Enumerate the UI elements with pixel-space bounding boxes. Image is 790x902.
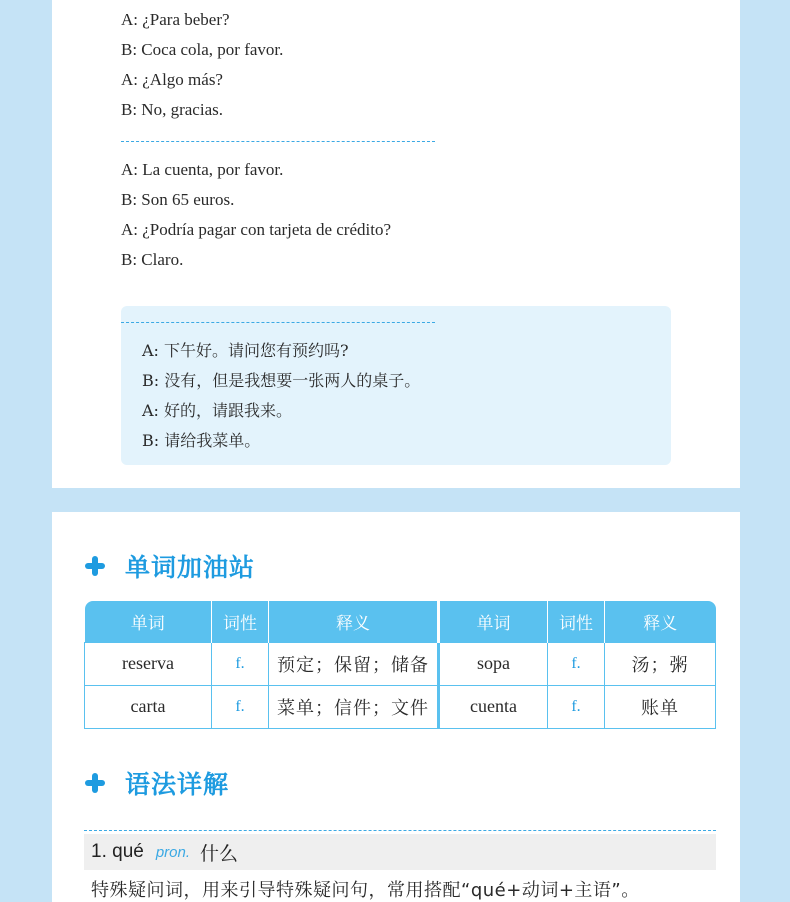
col-header-pos: 词性 (212, 601, 269, 642)
grammar-section-title: 语法详解 (125, 770, 230, 799)
translation-line: B: 请给我菜单。 (142, 431, 261, 450)
dialogue-line: B: Son 65 euros. (121, 190, 235, 209)
table-header-row (85, 601, 716, 642)
dashed-divider (121, 322, 435, 323)
vocab-meaning: 预定；保留；储备 (269, 642, 439, 685)
dialogue-line: B: No, gracias. (121, 100, 223, 119)
table-row (85, 642, 716, 685)
grammar-section-header (85, 766, 229, 800)
vocab-section-header (85, 549, 255, 583)
vocab-pos: f. (548, 642, 605, 685)
vocab-meaning: 菜单；信件；文件 (269, 685, 439, 728)
dialogue-line: A: ¿Algo más? (121, 70, 223, 89)
vocab-word: reserva (85, 642, 212, 685)
translation-line: A: 下午好。请问您有预约吗? (142, 341, 349, 360)
vocab-section-title: 单词加油站 (125, 553, 256, 582)
dashed-divider (84, 830, 716, 831)
vocab-word: sopa (439, 642, 548, 685)
translation-line: B: 没有，但是我想要一张两人的桌子。 (142, 371, 421, 390)
grammar-item-bar (84, 834, 716, 870)
dialogue-line: A: La cuenta, por favor. (121, 160, 284, 179)
col-header-word: 单词 (85, 601, 212, 642)
table-row (85, 685, 716, 728)
grammar-item-word: 1. qué (91, 841, 144, 862)
plus-icon (85, 773, 105, 793)
plus-icon (85, 556, 105, 576)
dialogue-line: B: Claro. (121, 250, 184, 269)
dialogue-line: A: ¿Podría pagar con tarjeta de crédito? (121, 220, 391, 239)
col-header-meaning: 释义 (605, 601, 716, 642)
translation-line: A: 好的，请跟我来。 (142, 401, 293, 420)
vocab-word: carta (85, 685, 212, 728)
dashed-divider (121, 141, 435, 142)
col-header-pos: 词性 (548, 601, 605, 642)
vocab-pos: f. (212, 685, 269, 728)
grammar-description: 特殊疑问词，用来引导特殊疑问句，常用搭配“qué+动词+主语”。 (91, 880, 640, 901)
vocab-word: cuenta (439, 685, 548, 728)
vocab-table (84, 601, 716, 729)
vocab-meaning: 汤；粥 (605, 642, 716, 685)
vocab-pos: f. (548, 685, 605, 728)
dialogue-line: B: Coca cola, por favor. (121, 40, 284, 59)
col-header-word: 单词 (439, 601, 548, 642)
col-header-meaning: 释义 (269, 601, 439, 642)
vocab-meaning: 账单 (605, 685, 716, 728)
grammar-item-pos: pron. (155, 843, 191, 861)
grammar-item-meaning: 什么 (200, 842, 239, 865)
dialogue-line: A: ¿Para beber? (121, 10, 230, 29)
vocab-pos: f. (212, 642, 269, 685)
